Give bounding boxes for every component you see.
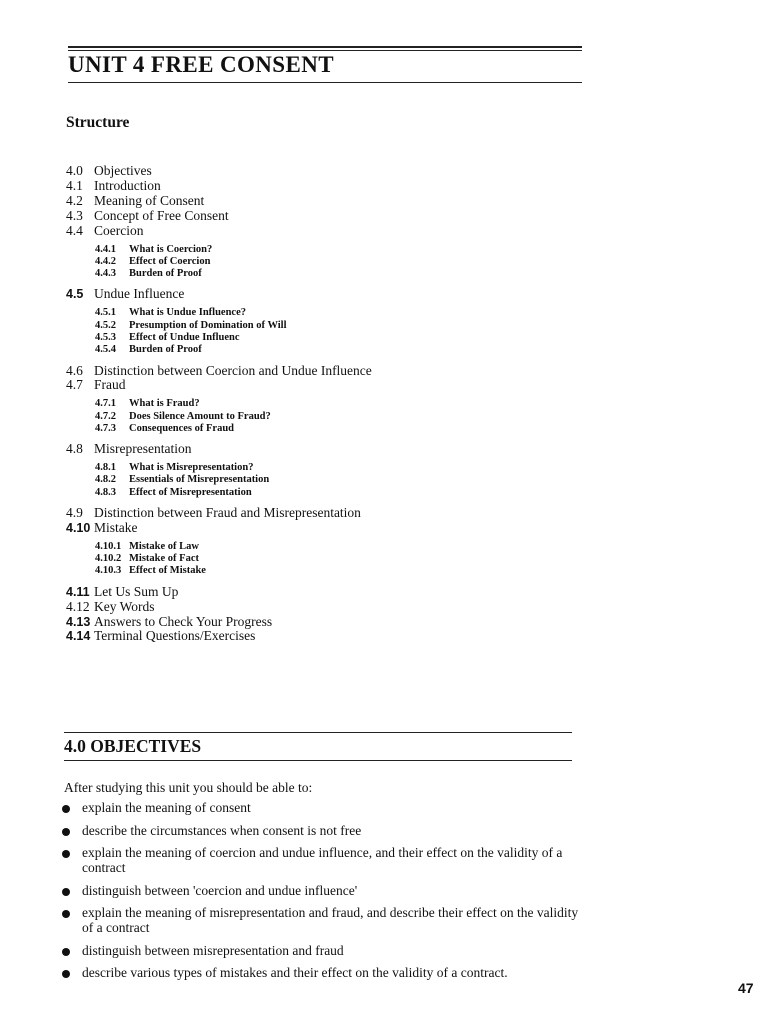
toc-entry-number: 4.11 (66, 584, 90, 599)
toc-entry (66, 209, 586, 224)
toc-entry (66, 585, 586, 600)
objective-text: describe the circumstances when consent is not free (82, 822, 362, 838)
toc-subentry (66, 398, 586, 410)
bullet-icon (62, 828, 70, 836)
toc-subentry-title: Consequences of Fraud (129, 422, 235, 434)
toc-subentry-title: Mistake of Law (129, 540, 199, 552)
toc-subentry-number: 4.10.3 (95, 565, 122, 577)
toc-subentry (66, 268, 586, 280)
toc-subentry-title: Does Silence Amount to Fraud? (129, 410, 271, 422)
top-rule-upper (68, 46, 582, 48)
toc-subentry (66, 462, 586, 474)
toc-entry-number: 4.5 (66, 287, 84, 302)
toc-entry-number: 4.6 (66, 362, 83, 378)
objectives-heading: 4.0 OBJECTIVES (64, 736, 202, 756)
objective-text: explain the meaning of consent (82, 800, 251, 815)
toc-subentry (66, 344, 586, 356)
objectives-list (62, 800, 582, 988)
toc-subentry-title: What is Fraud? (129, 398, 200, 410)
objective-text: distinguish between misrepresentation and fraud (82, 942, 344, 958)
objective-text: explain the meaning of coercion and undue influence, and their effect on the validity of a contract (82, 845, 563, 875)
toc-subentry-title: Effect of Misrepresentation (129, 486, 252, 498)
toc-subentry-number: 4.10.2 (95, 553, 122, 565)
toc-subentry-title: What is Undue Influence? (129, 307, 246, 319)
toc-entry-title: Misrepresentation (94, 441, 192, 457)
toc-entry-title: Coercion (94, 222, 144, 238)
objective-item (62, 905, 582, 935)
toc-subentry-number: 4.8.2 (95, 474, 116, 486)
toc-entry (66, 442, 586, 457)
toc-entry-title: Answers to Check Your Progress (94, 613, 273, 629)
toc-entry-title: Mistake (94, 519, 138, 535)
toc-entry-title: Key Words (94, 598, 155, 614)
title-underline (68, 82, 582, 83)
objective-item (62, 965, 582, 980)
objective-item (62, 943, 582, 958)
toc-entry-number: 4.3 (66, 207, 83, 223)
toc-entry (66, 179, 586, 194)
toc-subentry-number: 4.10.1 (95, 540, 122, 552)
toc-entry (66, 194, 586, 209)
toc-entry (66, 364, 586, 379)
objectives-rule-lower (64, 760, 572, 761)
toc-subentry-title: What is Misrepresentation? (129, 462, 254, 474)
bullet-icon (62, 850, 70, 858)
objective-item (62, 845, 582, 875)
bullet-icon (62, 888, 70, 896)
toc-entry (66, 287, 586, 302)
objectives-intro: After studying this unit you should be able to: (64, 780, 313, 795)
unit-title: UNIT 4 FREE CONSENT (68, 52, 334, 77)
toc-entry-number: 4.0 (66, 163, 83, 178)
toc-subentry-number: 4.5.2 (95, 319, 116, 331)
toc-entry (66, 224, 586, 239)
toc-entry-title: Undue Influence (94, 286, 185, 302)
toc-entry-number: 4.2 (66, 192, 83, 208)
objective-item (62, 800, 582, 815)
toc-subentry-number: 4.8.3 (95, 486, 116, 498)
structure-heading: Structure (66, 114, 130, 131)
toc-entry (66, 600, 586, 615)
toc-entry (66, 506, 586, 521)
toc-subentry-number: 4.7.1 (95, 398, 116, 410)
toc-subentry-number: 4.7.3 (95, 422, 116, 434)
toc-subentry-number: 4.4.1 (95, 243, 116, 255)
toc-entry-title: Objectives (94, 163, 152, 178)
toc-entry (66, 378, 586, 393)
toc-subentry-title: Effect of Coercion (129, 255, 211, 267)
toc-entry-number: 4.14 (66, 629, 91, 644)
objective-text: distinguish between 'coercion and undue influence' (82, 882, 358, 898)
toc-entry (66, 521, 586, 536)
toc-subentry-title: What is Coercion? (129, 243, 213, 255)
toc-entry-number: 4.1 (66, 177, 83, 193)
toc-entry (66, 629, 586, 644)
toc-subentry-number: 4.5.4 (95, 344, 116, 356)
toc-subentry-title: Presumption of Domination of Will (129, 319, 287, 331)
objective-item (62, 823, 582, 838)
page-number: 47 (738, 980, 754, 996)
toc-subentry (66, 565, 586, 577)
toc-subentry (66, 423, 586, 435)
toc-subentry (66, 307, 586, 319)
toc-entry-number: 4.9 (66, 505, 83, 521)
toc-entry-title: Introduction (94, 177, 161, 193)
toc-subentry-number: 4.7.2 (95, 410, 116, 422)
toc-subentry (66, 541, 586, 553)
toc-entry-number: 4.7 (66, 377, 83, 393)
toc-entry-number: 4.8 (66, 441, 83, 457)
toc-entry-number: 4.13 (66, 614, 91, 629)
toc-entry (66, 615, 586, 630)
toc-subentry (66, 474, 586, 486)
toc-entry-title: Concept of Free Consent (94, 207, 229, 223)
bullet-icon (62, 805, 70, 813)
toc-entry-title: Distinction between Coercion and Undue Influence (94, 362, 372, 378)
toc-entry-title: Meaning of Consent (94, 192, 205, 208)
toc-entry-number: 4.10 (66, 520, 91, 535)
toc-entry (66, 164, 586, 179)
toc-subentry-title: Mistake of Fact (129, 553, 199, 565)
toc-entry-title: Terminal Questions/Exercises (94, 628, 256, 644)
toc-subentry-title: Burden of Proof (129, 268, 202, 280)
objective-item (62, 883, 582, 898)
toc-entry-title: Fraud (94, 377, 126, 393)
toc-subentry (66, 553, 586, 565)
objective-text: explain the meaning of misrepresentation and fraud, and describe their effect on the validity of a contract (82, 905, 579, 935)
toc-subentry (66, 487, 586, 499)
toc-subentry (66, 411, 586, 423)
objectives-rule-upper (64, 732, 572, 733)
toc-subentry-number: 4.5.1 (95, 307, 116, 319)
top-rule-lower (68, 50, 582, 51)
toc-entry-number: 4.4 (66, 222, 83, 238)
toc-subentry-number: 4.8.1 (95, 462, 116, 474)
toc-subentry-number: 4.4.2 (95, 255, 116, 267)
toc-subentry (66, 320, 586, 332)
toc-entry-title: Distinction between Fraud and Misrepresentation (94, 505, 361, 521)
toc-subentry-title: Effect of Mistake (129, 565, 206, 577)
toc-subentry-title: Essentials of Misrepresentation (129, 474, 270, 486)
toc-entry-title: Let Us Sum Up (94, 583, 179, 599)
bullet-icon (62, 948, 70, 956)
toc-subentry-number: 4.5.3 (95, 331, 116, 343)
toc-subentry (66, 244, 586, 256)
toc-subentry (66, 332, 586, 344)
bullet-icon (62, 970, 70, 978)
toc-subentry (66, 256, 586, 268)
table-of-contents (66, 164, 586, 644)
toc-subentry-title: Effect of Undue Influenc (129, 331, 240, 343)
toc-subentry-title: Burden of Proof (129, 344, 202, 356)
toc-subentry-number: 4.4.3 (95, 268, 116, 280)
bullet-icon (62, 910, 70, 918)
objective-text: describe various types of mistakes and their effect on the validity of a contract. (82, 965, 508, 980)
toc-entry-number: 4.12 (66, 598, 90, 614)
